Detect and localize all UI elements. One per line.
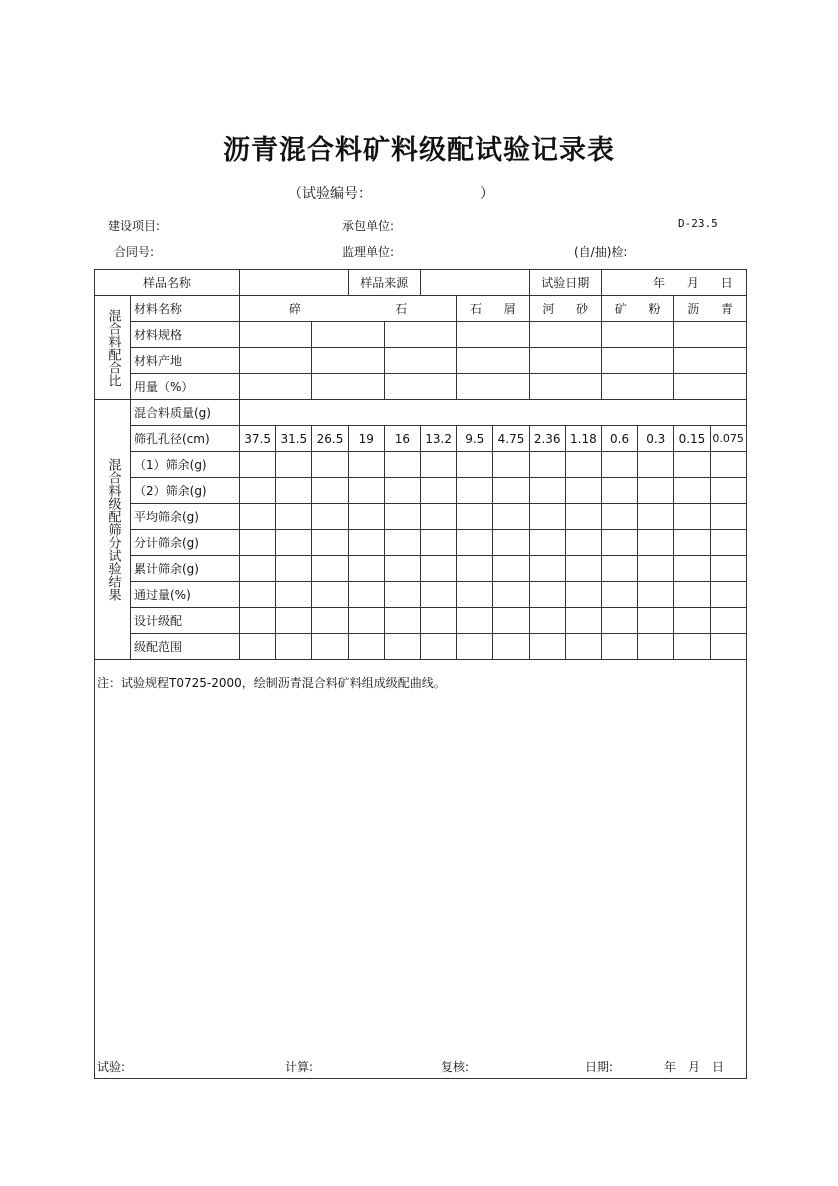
sieve-input-cell[interactable] [674,504,710,530]
table-row [95,582,747,608]
sieve-input-cell[interactable] [601,556,637,582]
sieve-input-cell[interactable] [240,634,276,660]
material-name-cell [529,296,601,322]
sieve-input-cell[interactable] [312,452,348,478]
test-number-close: ） [480,186,494,202]
sieve-input-cell[interactable] [457,582,493,608]
test-number-label: （试验编号： [288,186,372,202]
sieve-input-cell[interactable] [493,582,529,608]
review-label: 复核: [441,1060,470,1074]
date-parts [642,274,744,291]
inspection-label: (自/抽)检: [574,245,628,259]
sieve-input-cell[interactable] [240,608,276,634]
page-title: 沥青混合料矿料级配试验记录表 [223,135,615,166]
material-name-label: 材料名称 [131,296,240,322]
contract-no-label: 合同号: [114,245,155,259]
sieve-input-cell[interactable] [529,452,565,478]
table-row [95,634,747,660]
sieve-size-cell: 0.3 [638,426,674,452]
sieve-input-cell[interactable] [529,556,565,582]
sieve-input-cell[interactable] [638,582,674,608]
sieve-size-cell: 37.5 [240,426,276,452]
table-row [95,504,747,530]
table-row [95,322,747,348]
sieve-input-cell[interactable] [384,582,420,608]
mix-input-cell[interactable] [240,322,312,348]
sieve-size-cell: 31.5 [276,426,312,452]
sieve-input-cell[interactable] [348,504,384,530]
sieve-input-cell[interactable] [565,556,601,582]
sieve-row-label: （1）筛余(g) [131,452,240,478]
material-name-cell [457,296,529,322]
material-name-part: 青 [720,302,733,316]
mix-input-cell[interactable] [601,322,673,348]
sieve-row-label: 级配范围 [131,634,240,660]
table-row [95,426,747,452]
mix-input-cell[interactable] [457,374,529,400]
material-name-part: 粉 [648,302,661,316]
sieve-input-cell[interactable] [384,634,420,660]
material-name [676,300,743,317]
sieve-input-cell[interactable] [240,504,276,530]
sieve-input-cell[interactable] [601,530,637,556]
sieve-input-cell[interactable] [421,582,457,608]
sieve-input-cell[interactable] [565,608,601,634]
sieve-input-cell[interactable] [710,608,746,634]
sieve-input-cell[interactable] [457,556,493,582]
tester-label: 试验: [97,1060,126,1074]
material-name-cell [240,296,457,322]
mix-mass-label: 混合料质量(g) [131,400,240,426]
sieve-size-cell: 2.36 [529,426,565,452]
sample-name-field[interactable] [240,270,349,296]
sieve-input-cell[interactable] [312,608,348,634]
mix-input-cell[interactable] [312,322,384,348]
material-name-part: 石 [395,302,408,316]
sieve-input-cell[interactable] [601,608,637,634]
test-date-field[interactable] [601,270,746,296]
sieve-input-cell[interactable] [638,556,674,582]
sieve-row-label: 设计级配 [131,608,240,634]
material-name [242,300,454,317]
sieve-row-label: （2）筛余(g) [131,478,240,504]
sieve-input-cell[interactable] [384,556,420,582]
sieve-input-cell[interactable] [457,504,493,530]
mix-input-cell[interactable] [384,322,456,348]
sieve-input-cell[interactable] [565,634,601,660]
table-row [95,270,747,296]
table-row [95,478,747,504]
sieve-size-cell: 0.6 [601,426,637,452]
form-code: D-23.5 [678,217,718,230]
table-row [95,556,747,582]
sample-source-field[interactable] [421,270,530,296]
sieve-input-cell[interactable] [457,634,493,660]
sieve-input-cell[interactable] [710,582,746,608]
sieve-input-cell[interactable] [565,582,601,608]
sieve-input-cell[interactable] [421,634,457,660]
sieve-input-cell[interactable] [421,608,457,634]
sieve-input-cell[interactable] [710,478,746,504]
sieve-input-cell[interactable] [348,634,384,660]
sieve-input-cell[interactable] [457,608,493,634]
sieve-input-cell[interactable] [529,582,565,608]
sieve-input-cell[interactable] [493,530,529,556]
mix-input-cell[interactable] [457,348,529,374]
sieve-input-cell[interactable] [493,608,529,634]
sieve-size-cell: 0.075 [710,426,746,452]
material-name-cell [601,296,673,322]
sieve-input-cell[interactable] [457,478,493,504]
sieve-input-cell[interactable] [240,478,276,504]
sieve-input-cell[interactable] [384,478,420,504]
sieve-input-cell[interactable] [312,478,348,504]
sieve-input-cell[interactable] [312,556,348,582]
sieve-row-label: 通过量(%) [131,582,240,608]
mix-row-label: 材料产地 [131,348,240,374]
mix-mass-field[interactable] [240,400,747,426]
sieve-input-cell[interactable] [638,608,674,634]
sieve-input-cell[interactable] [493,504,529,530]
table-row [95,348,747,374]
sieve-input-cell[interactable] [493,478,529,504]
mix-input-cell[interactable] [384,348,456,374]
sample-name-label: 样品名称 [95,270,240,296]
project-label: 建设项目: [108,219,161,233]
table-row [95,452,747,478]
material-name [459,300,526,317]
sieve-input-cell[interactable] [312,634,348,660]
sieve-input-cell[interactable] [421,556,457,582]
material-name [532,300,599,317]
sieve-input-cell[interactable] [529,478,565,504]
sieve-input-cell[interactable] [638,530,674,556]
sieve-input-cell[interactable] [601,634,637,660]
sieve-input-cell[interactable] [384,608,420,634]
sieve-input-cell[interactable] [529,608,565,634]
sieve-input-cell[interactable] [674,582,710,608]
mix-input-cell[interactable] [674,348,746,374]
material-name-part: 石 [470,302,483,316]
record-table [94,269,747,1079]
sieve-input-cell[interactable] [710,530,746,556]
contractor-label: 承包单位: [342,219,395,233]
sieve-input-cell[interactable] [240,556,276,582]
sieve-input-cell[interactable] [348,452,384,478]
sieve-input-cell[interactable] [384,504,420,530]
sieve-input-cell[interactable] [276,556,312,582]
sieve-section-label: 混合料级配筛分试验结果 [95,400,131,660]
sieve-input-cell[interactable] [457,530,493,556]
sieve-input-cell[interactable] [565,530,601,556]
sieve-input-cell[interactable] [638,504,674,530]
sieve-input-cell[interactable] [601,582,637,608]
sieve-input-cell[interactable] [601,504,637,530]
sieve-size-cell: 16 [384,426,420,452]
note: 注：试验规程T0725-2000，绘制沥青混合料矿料组成级配曲线。 [95,660,747,1079]
sieve-input-cell[interactable] [276,634,312,660]
sieve-input-cell[interactable] [276,478,312,504]
table-row [95,660,747,1079]
material-name-part: 矿 [614,302,627,316]
sieve-input-cell[interactable] [276,608,312,634]
mix-input-cell[interactable] [529,348,601,374]
sieve-input-cell[interactable] [638,478,674,504]
sieve-input-cell[interactable] [601,478,637,504]
table-row [95,530,747,556]
material-name-part: 碎 [289,302,302,316]
sieve-input-cell[interactable] [674,478,710,504]
sieve-row-label: 累计筛余(g) [131,556,240,582]
sieve-input-cell[interactable] [276,530,312,556]
sieve-input-cell[interactable] [529,634,565,660]
sieve-input-cell[interactable] [348,530,384,556]
mix-input-cell[interactable] [240,374,312,400]
material-name-part: 砂 [576,302,589,316]
material-name-part: 屑 [503,302,516,316]
sieve-input-cell[interactable] [421,530,457,556]
sieve-input-cell[interactable] [348,608,384,634]
mix-ratio-section-label: 混合料配合比 [95,296,131,400]
sieve-input-cell[interactable] [276,582,312,608]
sieve-input-cell[interactable] [601,452,637,478]
mix-row-label: 用量（%） [131,374,240,400]
sieve-input-cell[interactable] [674,608,710,634]
material-name-part: 沥 [687,302,700,316]
mix-input-cell[interactable] [529,322,601,348]
sieve-input-cell[interactable] [348,582,384,608]
sieve-input-cell[interactable] [276,504,312,530]
supervisor-label: 监理单位: [342,245,395,259]
sieve-input-cell[interactable] [529,530,565,556]
sieve-input-cell[interactable] [240,452,276,478]
sieve-input-cell[interactable] [638,634,674,660]
sieve-input-cell[interactable] [421,504,457,530]
sieve-size-cell: 26.5 [312,426,348,452]
mix-row-label: 材料规格 [131,322,240,348]
sieve-input-cell[interactable] [421,478,457,504]
sieve-input-cell[interactable] [312,504,348,530]
material-name-part: 河 [542,302,555,316]
mix-input-cell[interactable] [674,374,746,400]
sieve-input-cell[interactable] [421,452,457,478]
sieve-input-cell[interactable] [638,452,674,478]
mix-input-cell[interactable] [601,374,673,400]
date-parts-part: 年 [652,276,665,290]
sieve-input-cell[interactable] [384,530,420,556]
mix-input-cell[interactable] [457,322,529,348]
mix-input-cell[interactable] [601,348,673,374]
sieve-size-cell: 0.15 [674,426,710,452]
table-row [95,400,747,426]
sieve-input-cell[interactable] [674,452,710,478]
date-label: 日期: [585,1060,614,1074]
sieve-input-cell[interactable] [529,504,565,530]
table-row [95,296,747,322]
test-number [288,183,494,203]
sieve-size-cell: 4.75 [493,426,529,452]
sieve-input-cell[interactable] [457,452,493,478]
sieve-input-cell[interactable] [565,478,601,504]
test-date-label: 试验日期 [529,270,601,296]
table-row [95,374,747,400]
date-parts: 年 月 日 [664,1060,725,1074]
sieve-input-cell[interactable] [493,452,529,478]
sieve-input-cell[interactable] [312,582,348,608]
sieve-input-cell[interactable] [710,452,746,478]
sieve-input-cell[interactable] [493,634,529,660]
mix-input-cell[interactable] [312,374,384,400]
sieve-input-cell[interactable] [240,582,276,608]
sieve-input-cell[interactable] [674,530,710,556]
sieve-input-cell[interactable] [710,504,746,530]
sieve-input-cell[interactable] [710,634,746,660]
sieve-size-cell: 1.18 [565,426,601,452]
date-parts-part: 日 [720,276,733,290]
sieve-input-cell[interactable] [240,530,276,556]
table-row [95,608,747,634]
sieve-input-cell[interactable] [312,530,348,556]
sieve-size-cell: 13.2 [421,426,457,452]
sieve-input-cell[interactable] [348,478,384,504]
sieve-input-cell[interactable] [348,556,384,582]
sieve-input-cell[interactable] [565,452,601,478]
sieve-size-label: 筛孔孔径(cm) [131,426,240,452]
mix-input-cell[interactable] [240,348,312,374]
material-name [604,300,671,317]
mix-input-cell[interactable] [384,374,456,400]
sieve-input-cell[interactable] [565,504,601,530]
mix-input-cell[interactable] [312,348,384,374]
date-parts-part: 月 [686,276,699,290]
sieve-input-cell[interactable] [276,452,312,478]
mix-input-cell[interactable] [529,374,601,400]
sample-source-label: 样品来源 [348,270,420,296]
sieve-row-label: 分计筛余(g) [131,530,240,556]
material-name-cell [674,296,746,322]
sieve-input-cell[interactable] [674,556,710,582]
mix-input-cell[interactable] [674,322,746,348]
sieve-row-label: 平均筛余(g) [131,504,240,530]
sieve-input-cell[interactable] [384,452,420,478]
sieve-input-cell[interactable] [674,634,710,660]
calc-label: 计算: [285,1060,314,1074]
sieve-input-cell[interactable] [710,556,746,582]
sieve-size-cell: 9.5 [457,426,493,452]
sieve-size-cell: 19 [348,426,384,452]
sieve-input-cell[interactable] [493,556,529,582]
